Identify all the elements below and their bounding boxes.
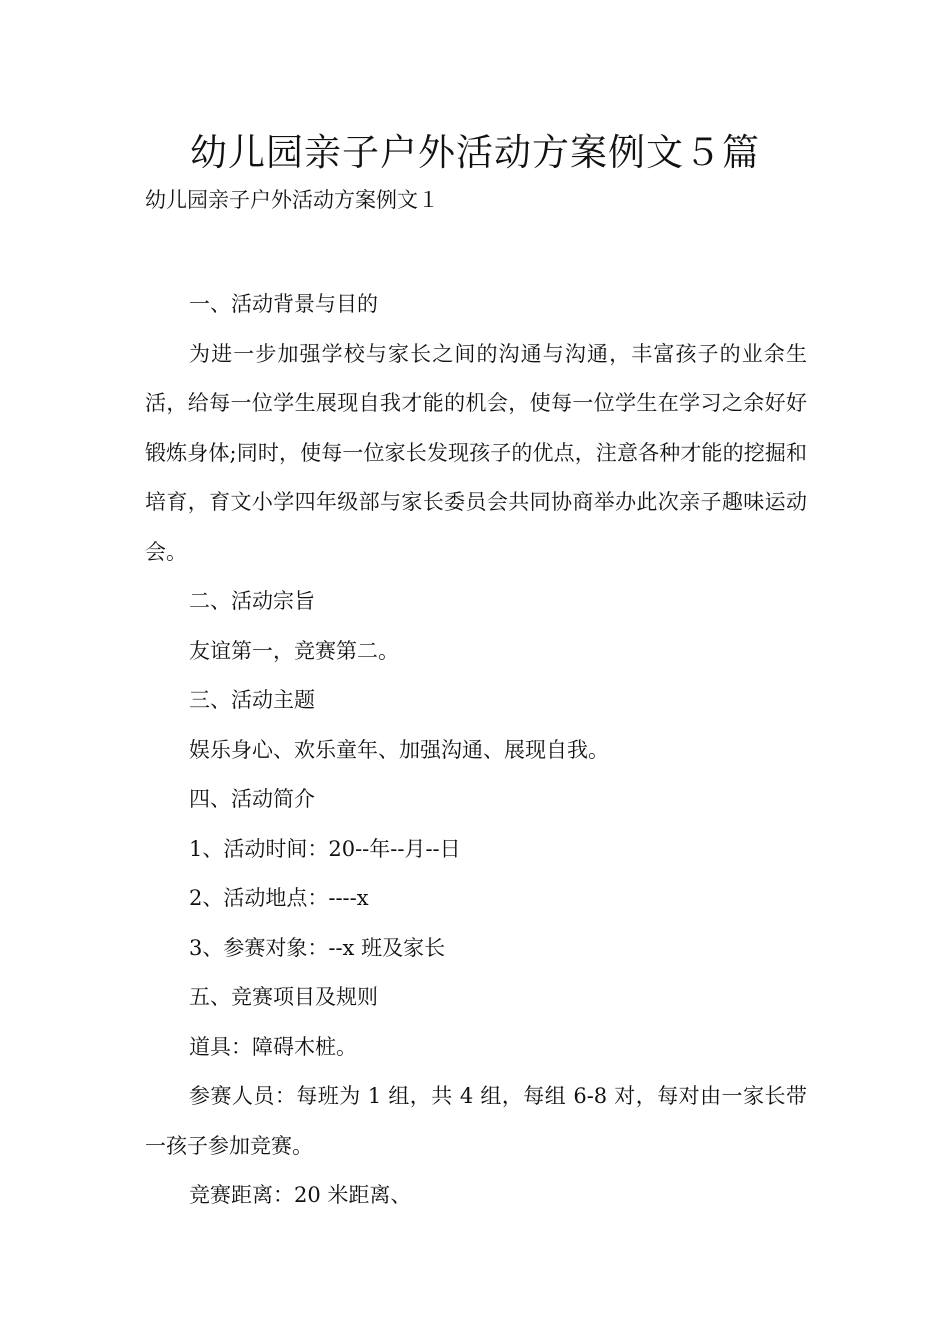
list-item: 2、活动地点：----x [189, 886, 369, 910]
paragraph: 参赛人员：每班为 1 组，共 4 组，每组 6-8 对，每对由一家长带一孩子参加竞赛。 [145, 1084, 807, 1158]
paragraph: 为进一步加强学校与家长之间的沟通与沟通，丰富孩子的业余生活，给每一位学生展现自我才能的机会，使每一位学生在学习之余好好锻炼身体;同时，使每一位家长发现孩子的优点，注意各种才能的挖掘和培育，育文小学四年级部与家长委员会共同协商举办此次亲子趣味运动会。 [145, 341, 807, 564]
section-heading: 一、活动背景与目的 [189, 292, 378, 316]
section-heading: 四、活动简介 [189, 787, 315, 811]
paragraph: 娱乐身心、欢乐童年、加强沟通、展现自我。 [189, 737, 609, 762]
list-item: 1、活动时间：20--年--月--日 [189, 836, 461, 861]
section-heading: 三、活动主题 [189, 688, 315, 712]
paragraph: 友谊第一，竞赛第二。 [189, 638, 399, 663]
document-title: 幼儿园亲子户外活动方案例文５篇 [190, 131, 760, 174]
list-item: 3、参赛对象：--x 班及家长 [189, 935, 446, 960]
paragraph: 竞赛距离：20 米距离、 [189, 1183, 412, 1207]
section-heading: 五、竞赛项目及规则 [189, 985, 378, 1009]
document-subtitle: 幼儿园亲子户外活动方案例文１ [145, 188, 439, 212]
paragraph: 道具：障碍木桩。 [189, 1034, 357, 1059]
document-body [145, 280, 807, 1221]
section-heading: 二、活动宗旨 [189, 589, 315, 613]
